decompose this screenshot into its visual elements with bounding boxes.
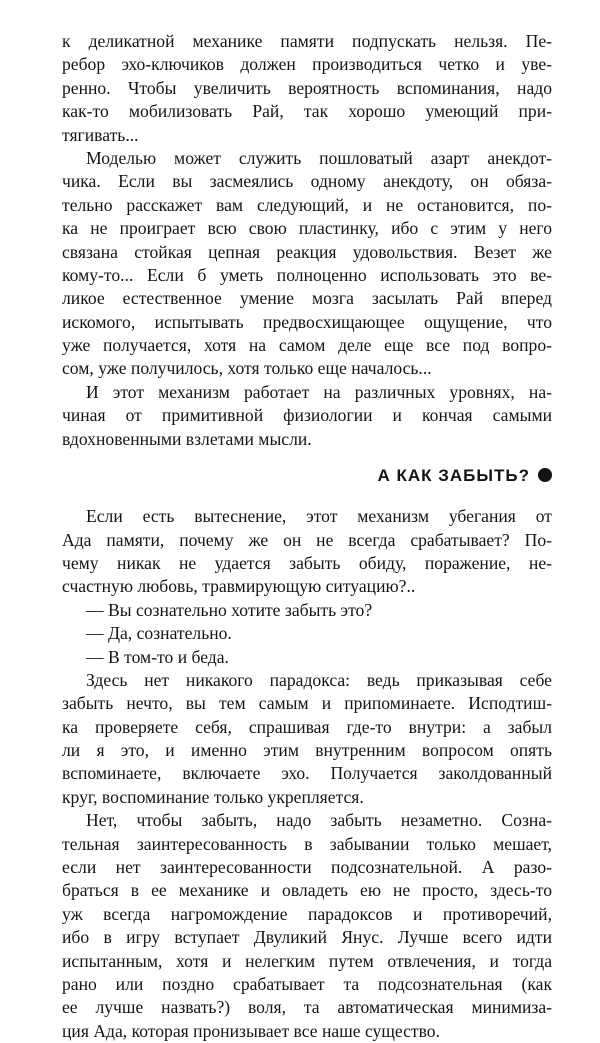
text-line: искомого, испытывать предвосхищающее ощущение, что [62,311,552,332]
text-line: чему никак не удается забыть обиду, поражение, не- [62,552,552,573]
text-line: — Вы сознательно хотите забыть это? [86,599,373,620]
text-line: круг, воспоминание только укрепляется. [62,786,364,807]
text-line: уж всегда нагромождение парадоксов и противоречий, [62,903,552,924]
text-line: рано или поздно срабатывает та подсознательная (как [62,974,552,994]
text-line: ка проверяете себя, спрашивая где-то внутри: а забыл [62,716,552,737]
text-line: вдохновенными взлетами мысли. [62,428,312,449]
text-line: чика. Если вы засмеялись одному анекдоту, он обяза- [62,171,552,192]
text-line: браться в ее механике и овладеть ею не просто, здесь-то [62,880,552,901]
text-line: ее лучше назвать?) воля, та автоматическая минимиза- [62,997,552,1018]
section-heading [62,461,552,491]
text-line: ликое естественное умение мозга засылать Рай вперед [62,288,552,309]
text-line: Нет, чтобы забыть, надо забыть незаметно. Созна- [86,810,552,831]
text-line: ренно. Чтобы увеличить вероятность вспоминания, надо [62,77,552,98]
text-line: кому-то... Если б уметь полноценно использовать это ве- [62,264,552,285]
text-line: забыть нечто, вы тем самым и припоминаете. Исподтиш- [62,693,552,714]
text-line: ли я это, и именно этим внутренним вопросом опять [62,740,552,761]
text-line: Моделью может служить пошловатый азарт анекдот- [86,147,552,168]
text-line: ибо в игру вступает Двуликий Янус. Лучше всего идти [62,927,552,948]
text-line: Ада памяти, почему же он не всегда срабатывает? По- [62,529,552,550]
text-line: сом, уже получилось, хотя только еще началось... [62,358,432,379]
text-line: тягивать... [62,124,139,145]
text-line: ребор эхо-ключиков должен производиться четко и уве- [62,54,552,75]
text-line: — Да, сознательно. [86,623,232,644]
text-line: — В том-то и беда. [86,646,229,667]
text-line: ка не проиграет всю свою пластинку, ибо с этим у него [62,218,552,239]
text-line: испытанным, хотя и нелегким путем отвлечения, и тогда [62,950,552,971]
text-line: Здесь нет никакого парадокса: ведь приказывая себе [86,669,552,690]
text-line: вспоминаете, включаете эхо. Получается заколдованный [62,763,552,784]
text-line: к деликатной механике памяти подпускать нельзя. Пе- [62,31,552,51]
text-line: чиная от примитивной физиологии и кончая самыми [62,405,552,426]
text-line: если нет заинтересованности подсознательной. А разо- [62,857,552,878]
text-line: связана стойкая цепная реакция удовольствия. Везет же [62,241,552,262]
text-line: И этот механизм работает на различных уровнях, на- [86,381,552,402]
section-heading-text: А КАК ЗАБЫТЬ? [377,466,530,486]
text-line: счастную любовь, травмирующую ситуацию?.. [62,576,416,597]
text-line: тельно расскажет вам следующий, и не остановится, по- [62,194,552,215]
text-block-top [62,30,552,451]
bullet-icon [538,468,552,482]
text-line: как-то мобилизовать Рай, так хорошо умеющий при- [62,101,552,122]
text-block-bottom [62,505,552,1043]
text-line: Если есть вытеснение, этот механизм убегания от [86,506,552,527]
text-line: уже получается, хотя на самом деле еще все под вопро- [62,335,552,356]
text-line: ция Ада, которая пронизывает все наше существо. [62,1020,441,1041]
text-line: тельная заинтересованность в забывании только мешает, [62,833,552,854]
